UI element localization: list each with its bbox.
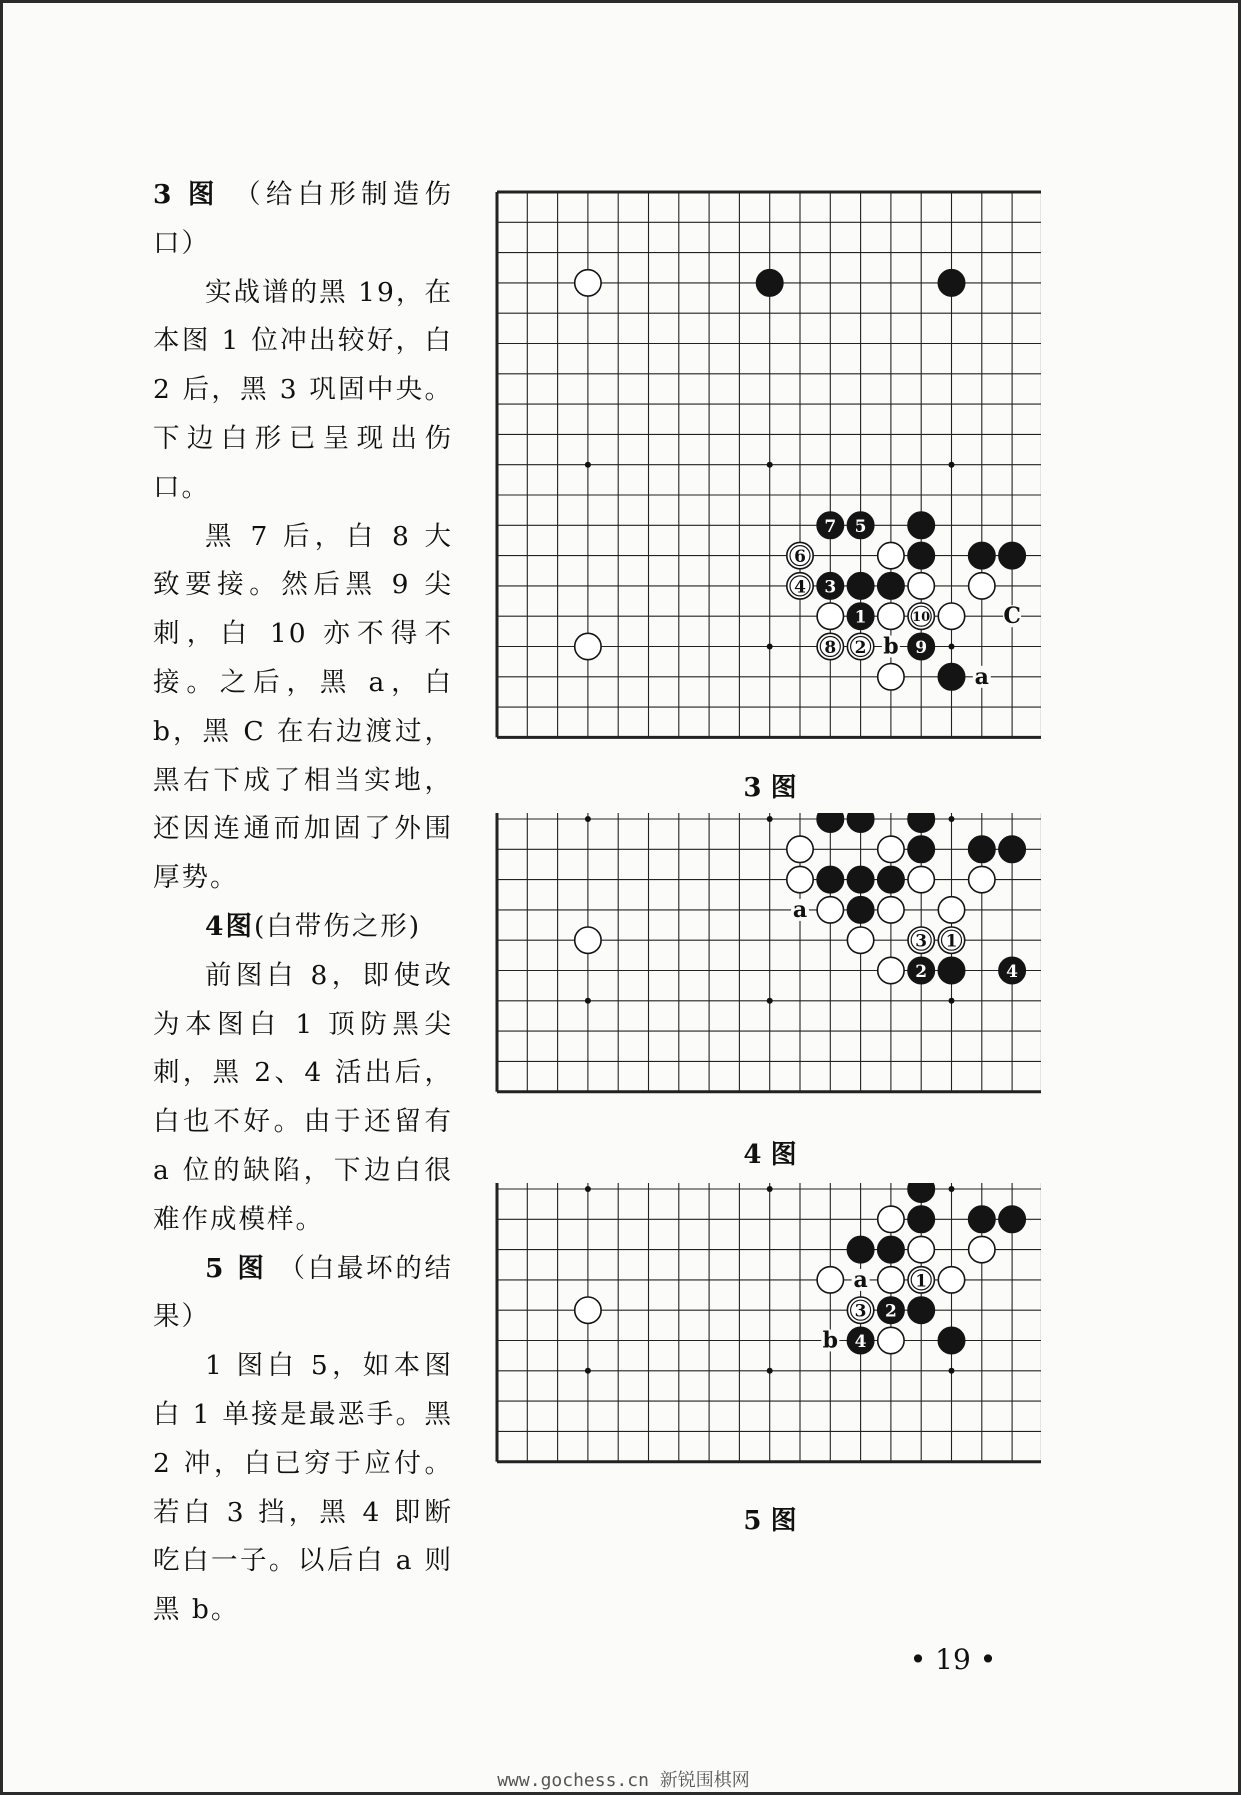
white-stone xyxy=(878,1327,904,1353)
black-stone xyxy=(847,573,873,599)
black-stone xyxy=(847,1327,873,1353)
black-stone xyxy=(908,542,934,568)
black-stone xyxy=(999,836,1025,862)
point-label xyxy=(791,897,809,923)
white-stone xyxy=(908,1236,934,1262)
white-stone xyxy=(969,866,995,892)
svg-text:8: 8 xyxy=(824,638,837,658)
white-stone xyxy=(908,573,934,599)
go-diagram-3 xyxy=(491,186,1041,741)
white-stone xyxy=(938,1267,964,1293)
svg-text:2: 2 xyxy=(884,1301,897,1322)
black-stone xyxy=(878,1297,904,1323)
svg-text:4: 4 xyxy=(854,1332,867,1352)
heading-diagram-3: 3 图 （给白形制造伤口） xyxy=(153,179,454,259)
go-diagram-5 xyxy=(491,1183,1041,1478)
black-stone xyxy=(908,1183,934,1202)
svg-text:3: 3 xyxy=(854,1301,867,1322)
white-stone xyxy=(878,603,904,629)
paragraph: 前图白 8，即使改为本图白 1 顶防黑尖刺，黑 2、4 活出后，白也不好。由于还留有 a 位的缺陷，下边白很难作成模样。 xyxy=(153,959,453,1235)
black-stone xyxy=(908,1297,934,1323)
black-stone xyxy=(817,866,843,892)
black-stone xyxy=(817,573,843,599)
white-stone xyxy=(817,603,843,629)
point-label xyxy=(882,634,900,660)
page-number: • 19 • xyxy=(909,1643,997,1676)
black-stone xyxy=(969,836,995,862)
svg-text:a: a xyxy=(853,1266,868,1293)
white-stone xyxy=(878,1267,904,1293)
black-stone xyxy=(847,866,873,892)
white-stone xyxy=(908,1267,934,1293)
board-grid xyxy=(497,1183,1041,1462)
paragraph: 1 图白 5，如本图白 1 单接是最恶手。黑 2 冲，白已穷于应付。若白 3 挡，黑 4 即断吃白一子。以后白 a 则黑 b。 xyxy=(153,1350,453,1626)
black-stone xyxy=(969,542,995,568)
white-stone xyxy=(878,957,904,983)
black-stone xyxy=(878,866,904,892)
black-stone xyxy=(757,270,783,296)
black-stone xyxy=(969,1206,995,1232)
black-stone xyxy=(938,664,964,690)
svg-text:7: 7 xyxy=(824,516,837,537)
black-stone xyxy=(908,633,934,659)
white-stone xyxy=(908,603,934,629)
white-stone xyxy=(908,927,934,953)
white-stone xyxy=(938,927,964,953)
svg-text:4: 4 xyxy=(794,577,806,598)
svg-text:C: C xyxy=(1003,603,1021,630)
svg-text:3: 3 xyxy=(824,577,837,598)
black-stone xyxy=(908,813,934,832)
commentary-column xyxy=(153,171,453,1635)
white-stone xyxy=(787,836,813,862)
white-stone xyxy=(878,897,904,923)
svg-text:1: 1 xyxy=(854,607,867,628)
svg-text:b: b xyxy=(822,1327,838,1354)
svg-text:1: 1 xyxy=(945,931,958,952)
svg-text:9: 9 xyxy=(915,638,928,658)
point-label xyxy=(821,1328,839,1354)
board-grid xyxy=(497,813,1041,1092)
white-stone xyxy=(847,633,873,659)
white-stone xyxy=(878,542,904,568)
white-stone xyxy=(938,897,964,923)
paragraph: 实战谱的黑 19，在本图 1 位冲出较好，白 2 后，黑 3 巩固中央。下边白形已呈现出伤口。 xyxy=(153,276,453,503)
black-stone xyxy=(817,813,843,832)
heading-diagram-5: 5 图 （白最坏的结果） xyxy=(153,1252,454,1333)
white-stone xyxy=(575,927,601,953)
svg-text:3: 3 xyxy=(915,931,928,952)
black-stone xyxy=(938,957,964,983)
diagram-4-caption: 4 图 xyxy=(743,1140,797,1170)
white-stone xyxy=(847,1297,873,1323)
white-stone xyxy=(878,664,904,690)
diagram-3-caption: 3 图 xyxy=(743,773,797,803)
white-stone xyxy=(787,866,813,892)
point-label xyxy=(852,1267,870,1293)
white-stone xyxy=(575,1297,601,1323)
white-stone xyxy=(817,633,843,659)
svg-text:1: 1 xyxy=(915,1271,928,1292)
black-stone xyxy=(938,270,964,296)
svg-text:b: b xyxy=(883,633,899,660)
white-stone xyxy=(787,573,813,599)
go-diagram-4 xyxy=(491,813,1041,1108)
paragraph: 黑 7 后，白 8 大致要接。然后黑 9 尖刺，白 10 亦不得不接。之后，黑 a，白 b，黑 C 在右边渡过，黑右下成了相当实地，还因连通而加固了外围厚势。 xyxy=(153,520,453,894)
black-stone xyxy=(908,836,934,862)
black-stone xyxy=(878,1236,904,1262)
black-stone xyxy=(847,1236,873,1262)
white-stone xyxy=(969,573,995,599)
white-stone xyxy=(817,897,843,923)
black-stone xyxy=(847,512,873,538)
black-stone xyxy=(999,957,1025,983)
black-stone xyxy=(908,957,934,983)
svg-text:6: 6 xyxy=(794,547,806,568)
black-stone xyxy=(908,1206,934,1232)
white-stone xyxy=(575,270,601,296)
svg-text:a: a xyxy=(792,896,808,923)
white-stone xyxy=(847,927,873,953)
black-stone xyxy=(999,542,1025,568)
black-stone xyxy=(817,512,843,538)
black-stone xyxy=(847,813,873,832)
black-stone xyxy=(878,573,904,599)
svg-text:10: 10 xyxy=(912,610,931,626)
point-label xyxy=(973,664,991,690)
svg-text:5: 5 xyxy=(854,516,867,537)
watermark: www.gochess.cn 新锐围棋网 xyxy=(497,1770,750,1791)
svg-text:2: 2 xyxy=(915,962,928,982)
white-stone xyxy=(787,542,813,568)
black-stone xyxy=(847,897,873,923)
white-stone xyxy=(908,866,934,892)
white-stone xyxy=(878,1206,904,1232)
svg-text:2: 2 xyxy=(854,638,867,658)
point-label xyxy=(1003,603,1021,629)
black-stone xyxy=(847,603,873,629)
white-stone xyxy=(575,633,601,659)
white-stone xyxy=(969,1236,995,1262)
black-stone xyxy=(938,1327,964,1353)
svg-text:a: a xyxy=(974,663,989,690)
black-stone xyxy=(908,512,934,538)
black-stone xyxy=(999,1206,1025,1232)
white-stone xyxy=(817,1267,843,1293)
diagram-5-caption: 5 图 xyxy=(743,1506,797,1536)
white-stone xyxy=(938,603,964,629)
svg-text:4: 4 xyxy=(1006,962,1019,982)
heading-diagram-4: 4图(白带伤之形) xyxy=(205,910,422,942)
white-stone xyxy=(878,836,904,862)
